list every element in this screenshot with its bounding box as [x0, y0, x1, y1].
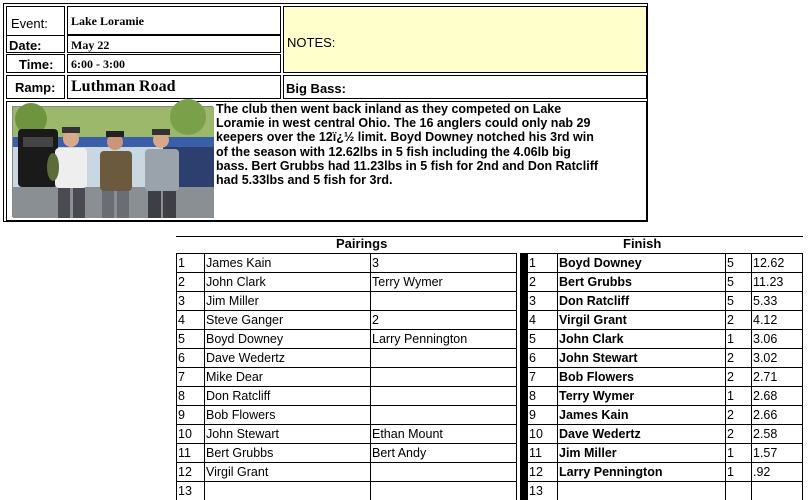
big-bass-label: Big Bass:: [286, 81, 346, 96]
finish-angler: John Stewart: [557, 348, 725, 367]
pairing-angler-1: [204, 481, 370, 500]
table-row: [176, 386, 809, 405]
pairing-angler-2: [370, 348, 517, 367]
finish-weight: 2.68: [751, 386, 803, 405]
finish-weight: 2.71: [751, 367, 803, 386]
finish-weight: 3.06: [751, 329, 803, 348]
finish-weight: 1.57: [751, 443, 803, 462]
finish-place: 12: [527, 462, 557, 481]
finish-weight: 11.23: [751, 272, 803, 291]
pairing-angler-2: 2: [370, 310, 517, 329]
finish-fish-count: 2: [725, 424, 751, 443]
table-row: [176, 272, 809, 291]
finish-weight: 3.02: [751, 348, 803, 367]
time-label: Time:: [19, 57, 54, 72]
finish-place: 9: [527, 405, 557, 424]
finish-angler: Don Ratcliff: [557, 291, 725, 310]
finish-angler: Bert Grubbs: [557, 272, 725, 291]
pairing-angler-1: Bert Grubbs: [204, 443, 370, 462]
column-separator: [520, 291, 527, 310]
story-cell: [6, 101, 647, 221]
pairing-angler-1: Steve Ganger: [204, 310, 370, 329]
ramp-name: Luthman Road: [71, 78, 176, 95]
pairing-number: 8: [176, 386, 204, 405]
finish-fish-count: 5: [725, 272, 751, 291]
pairing-angler-2: Bert Andy: [370, 443, 517, 462]
pairing-angler-1: Dave Wedertz: [204, 348, 370, 367]
finish-place: 10: [527, 424, 557, 443]
pairing-angler-1: Don Ratcliff: [204, 386, 370, 405]
finish-angler: [557, 481, 725, 500]
finish-place: 6: [527, 348, 557, 367]
pairing-angler-1: James Kain: [204, 253, 370, 272]
results-top-rule: [176, 236, 803, 237]
finish-angler: Jim Miller: [557, 443, 725, 462]
event-label-cell: [6, 6, 65, 36]
big-bass-cell: [283, 75, 647, 99]
table-row: [176, 253, 809, 272]
finish-fish-count: 1: [725, 443, 751, 462]
date-label: Date:: [9, 38, 42, 53]
pairing-angler-1: Virgil Grant: [204, 462, 370, 481]
finish-fish-count: 2: [725, 348, 751, 367]
finish-place: 11: [527, 443, 557, 462]
finish-fish-count: 1: [725, 462, 751, 481]
finish-angler: Boyd Downey: [557, 253, 725, 272]
time-value-cell: [67, 54, 281, 73]
column-separator: [520, 481, 527, 500]
pairing-angler-2: Larry Pennington: [370, 329, 517, 348]
finish-fish-count: 2: [725, 310, 751, 329]
finish-place: 4: [527, 310, 557, 329]
pairing-number: 11: [176, 443, 204, 462]
pairing-angler-2: Ethan Mount: [370, 424, 517, 443]
finish-angler: Terry Wymer: [557, 386, 725, 405]
pairing-angler-2: Terry Wymer: [370, 272, 517, 291]
event-name: Lake Loramie: [71, 14, 144, 28]
finish-place: 7: [527, 367, 557, 386]
table-row: [176, 329, 809, 348]
table-row: [176, 310, 809, 329]
anglers-photo-image: [13, 107, 214, 218]
table-row: [176, 462, 809, 481]
pairing-angler-2: [370, 367, 517, 386]
column-separator: [520, 405, 527, 424]
pairing-number: 1: [176, 253, 204, 272]
winners-photo: [12, 106, 213, 217]
time-label-cell: [6, 54, 65, 73]
ramp-label: Ramp:: [15, 80, 56, 95]
event-value-cell: [67, 6, 281, 35]
table-row: [176, 443, 809, 462]
column-separator: [520, 386, 527, 405]
pairing-angler-1: John Clark: [204, 272, 370, 291]
ramp-label-cell: [6, 75, 65, 99]
pairing-number: 5: [176, 329, 204, 348]
pairing-angler-2: [370, 291, 517, 310]
column-separator: [520, 253, 527, 272]
pairing-number: 9: [176, 405, 204, 424]
column-separator: [520, 310, 527, 329]
finish-fish-count: 1: [725, 329, 751, 348]
event-info-table: [3, 3, 648, 222]
finish-fish-count: 2: [725, 367, 751, 386]
finish-angler: Larry Pennington: [557, 462, 725, 481]
column-separator: [520, 424, 527, 443]
column-separator: [520, 348, 527, 367]
pairing-angler-2: [370, 386, 517, 405]
table-row: [176, 367, 809, 386]
finish-fish-count: 5: [725, 291, 751, 310]
pairing-number: 2: [176, 272, 204, 291]
finish-place: 1: [527, 253, 557, 272]
finish-place: 3: [527, 291, 557, 310]
finish-fish-count: 5: [725, 253, 751, 272]
finish-weight: [751, 481, 803, 500]
finish-weight: .92: [751, 462, 803, 481]
notes-box: [283, 6, 647, 73]
finish-place: 13: [527, 481, 557, 500]
notes-label: NOTES:: [287, 35, 336, 50]
table-row: [176, 481, 809, 500]
finish-angler: James Kain: [557, 405, 725, 424]
finish-weight: 2.58: [751, 424, 803, 443]
date-label-cell: [6, 35, 65, 53]
pairing-angler-1: Boyd Downey: [204, 329, 370, 348]
pairing-number: 7: [176, 367, 204, 386]
column-separator: [520, 367, 527, 386]
pairing-angler-1: John Stewart: [204, 424, 370, 443]
pairing-angler-1: Bob Flowers: [204, 405, 370, 424]
finish-weight: 4.12: [751, 310, 803, 329]
pairing-angler-2: [370, 405, 517, 424]
column-separator: [520, 329, 527, 348]
event-label: Event:: [11, 16, 48, 31]
finish-fish-count: [725, 481, 751, 500]
event-date: May 22: [71, 38, 110, 52]
column-separator: [520, 272, 527, 291]
pairing-number: 10: [176, 424, 204, 443]
column-separator: [520, 443, 527, 462]
table-row: [176, 348, 809, 367]
pairing-angler-2: [370, 462, 517, 481]
finish-weight: 12.62: [751, 253, 803, 272]
results-area: [176, 236, 809, 498]
pairing-number: 6: [176, 348, 204, 367]
pairing-number: 12: [176, 462, 204, 481]
finish-place: 2: [527, 272, 557, 291]
finish-angler: Bob Flowers: [557, 367, 725, 386]
pairing-angler-1: Jim Miller: [204, 291, 370, 310]
pairing-angler-2: [370, 481, 517, 500]
finish-fish-count: 1: [725, 386, 751, 405]
pairing-angler-2: 3: [370, 253, 517, 272]
pairings-title: Pairings: [336, 236, 388, 251]
table-row: [176, 291, 809, 310]
ramp-value-cell: [67, 75, 281, 99]
finish-angler: Virgil Grant: [557, 310, 725, 329]
table-row: [176, 424, 809, 443]
finish-weight: 2.66: [751, 405, 803, 424]
pairing-angler-1: Mike Dear: [204, 367, 370, 386]
event-story: The club then went back inland as they competed on Lake Loramie in west central Ohio. The 16 anglers could only nab 29 keepers over the 12ï¿½ limit. Boyd Downey notched his 3rd win of the season with 12.62lbs in 5 fish including the 4.06lb big bass. Bert Grubbs had 11.23lbs in 5 fish for 2nd and Don Ratcliff had 5.33lbs and 5 fish for 3rd.: [216, 102, 599, 188]
column-separator: [520, 462, 527, 481]
pairing-number: 3: [176, 291, 204, 310]
finish-weight: 5.33: [751, 291, 803, 310]
event-time: 6:00 - 3:00: [71, 57, 125, 71]
finish-title: Finish: [623, 236, 662, 251]
table-row: [176, 405, 809, 424]
finish-angler: Dave Wedertz: [557, 424, 725, 443]
finish-fish-count: 2: [725, 405, 751, 424]
date-value-cell: [67, 35, 281, 53]
finish-place: 5: [527, 329, 557, 348]
finish-place: 8: [527, 386, 557, 405]
pairing-number: 13: [176, 481, 204, 500]
finish-angler: John Clark: [557, 329, 725, 348]
pairing-number: 4: [176, 310, 204, 329]
